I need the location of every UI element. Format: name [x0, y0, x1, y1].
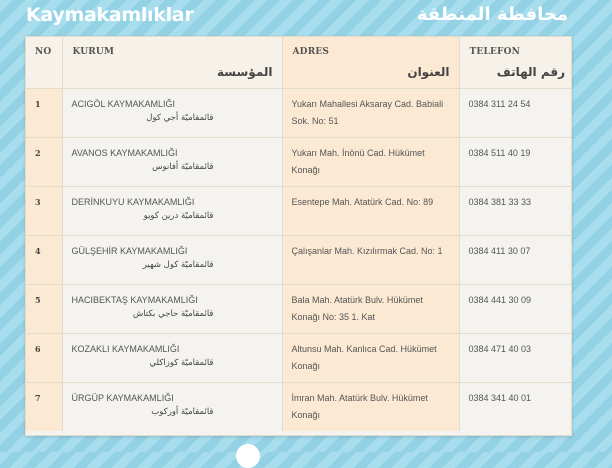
row-adres: Bala Mah. Atatürk Bulv. Hükümet Konağı No: 35 1. Kat [291, 295, 423, 322]
row-kurum-arabic: قائمقاميّة درين كويو [143, 211, 214, 221]
row-kurum: GÜLŞEHİR KAYMAKAMLIĞI [71, 246, 188, 256]
row-kurum-arabic: قائمقاميّة كول شهير [142, 260, 214, 270]
row-kurum: AVANOS KAYMAKAMLIĞI [71, 148, 178, 158]
page-indicator-circle [236, 444, 260, 468]
table-header-row [26, 37, 571, 89]
page-title-arabic: محافظة المنطقة [416, 4, 568, 25]
header-kurum [62, 37, 282, 89]
row-adres: İmran Mah. Atatürk Bulv. Hükümet Konağı [291, 393, 428, 420]
row-kurum: KOZAKLI KAYMAKAMLIĞI [71, 344, 180, 354]
row-kurum-arabic: قائمقاميّة حاجي بكتاش [132, 309, 214, 319]
row-telefon: 0384 471 40 03 [468, 344, 532, 354]
row-no: 3 [35, 197, 41, 207]
header-adres [282, 37, 459, 89]
row-kurum-arabic: قائمقاميّة أفانوس [152, 162, 214, 172]
row-adres: Yukarı Mahallesi Aksaray Cad. Babiali Sok. No: 51 [291, 99, 444, 126]
row-kurum-arabic: قائمقاميّة أجي كول [146, 113, 214, 123]
header-telefon-arabic: رقم الهاتف [496, 65, 565, 79]
row-telefon: 0384 341 40 01 [468, 393, 532, 403]
table-row [26, 89, 571, 138]
row-telefon: 0384 381 33 33 [468, 197, 532, 207]
header-no [26, 37, 62, 89]
row-no: 2 [35, 148, 41, 158]
row-no: 4 [35, 246, 41, 256]
row-kurum-arabic: قائمقاميّة أوركوب [151, 407, 214, 417]
table-row [26, 285, 571, 334]
row-telefon: 0384 441 30 09 [468, 295, 532, 305]
kaymakamliklar-table [25, 36, 572, 436]
table-row [26, 138, 571, 187]
row-kurum: ACIGÖL KAYMAKAMLIĞI [71, 99, 176, 109]
row-adres: Altunsu Mah. Kanlıca Cad. Hükümet Konağı [291, 344, 437, 371]
header-telefon-label: TELEFON [469, 47, 521, 57]
table-row [26, 236, 571, 285]
row-kurum-arabic: قائمقاميّة كوزاكلي [149, 358, 214, 368]
header-kurum-arabic: المؤسسة [217, 65, 273, 79]
row-no: 7 [35, 393, 41, 403]
header-adres-arabic: العنوان [407, 65, 450, 79]
table-row [26, 383, 571, 432]
header-adres-label: ADRES [292, 47, 330, 57]
row-no: 1 [35, 99, 41, 109]
row-kurum: HACIBEKTAŞ KAYMAKAMLIĞI [71, 295, 198, 305]
row-adres: Yukarı Mah. İnönü Cad. Hükümet Konağı [291, 148, 425, 175]
row-no: 6 [35, 344, 41, 354]
row-telefon: 0384 511 40 19 [468, 148, 531, 158]
row-adres: Çalışanlar Mah. Kızılırmak Cad. No: 1 [291, 246, 443, 256]
row-kurum: DERİNKUYU KAYMAKAMLIĞI [71, 197, 195, 207]
header-kurum-label: KURUM [72, 47, 115, 57]
header-no-label: NO [35, 47, 52, 57]
row-telefon: 0384 311 24 54 [468, 99, 531, 109]
row-no: 5 [35, 295, 41, 305]
row-adres: Esentepe Mah. Atatürk Cad. No: 89 [291, 197, 434, 207]
table-row [26, 334, 571, 383]
header-telefon [459, 37, 571, 89]
table-row [26, 187, 571, 236]
row-kurum: ÜRGÜP KAYMAKAMLIĞI [71, 393, 174, 403]
page-title: Kaymakamlıklar [26, 4, 194, 26]
row-telefon: 0384 411 30 07 [468, 246, 531, 256]
